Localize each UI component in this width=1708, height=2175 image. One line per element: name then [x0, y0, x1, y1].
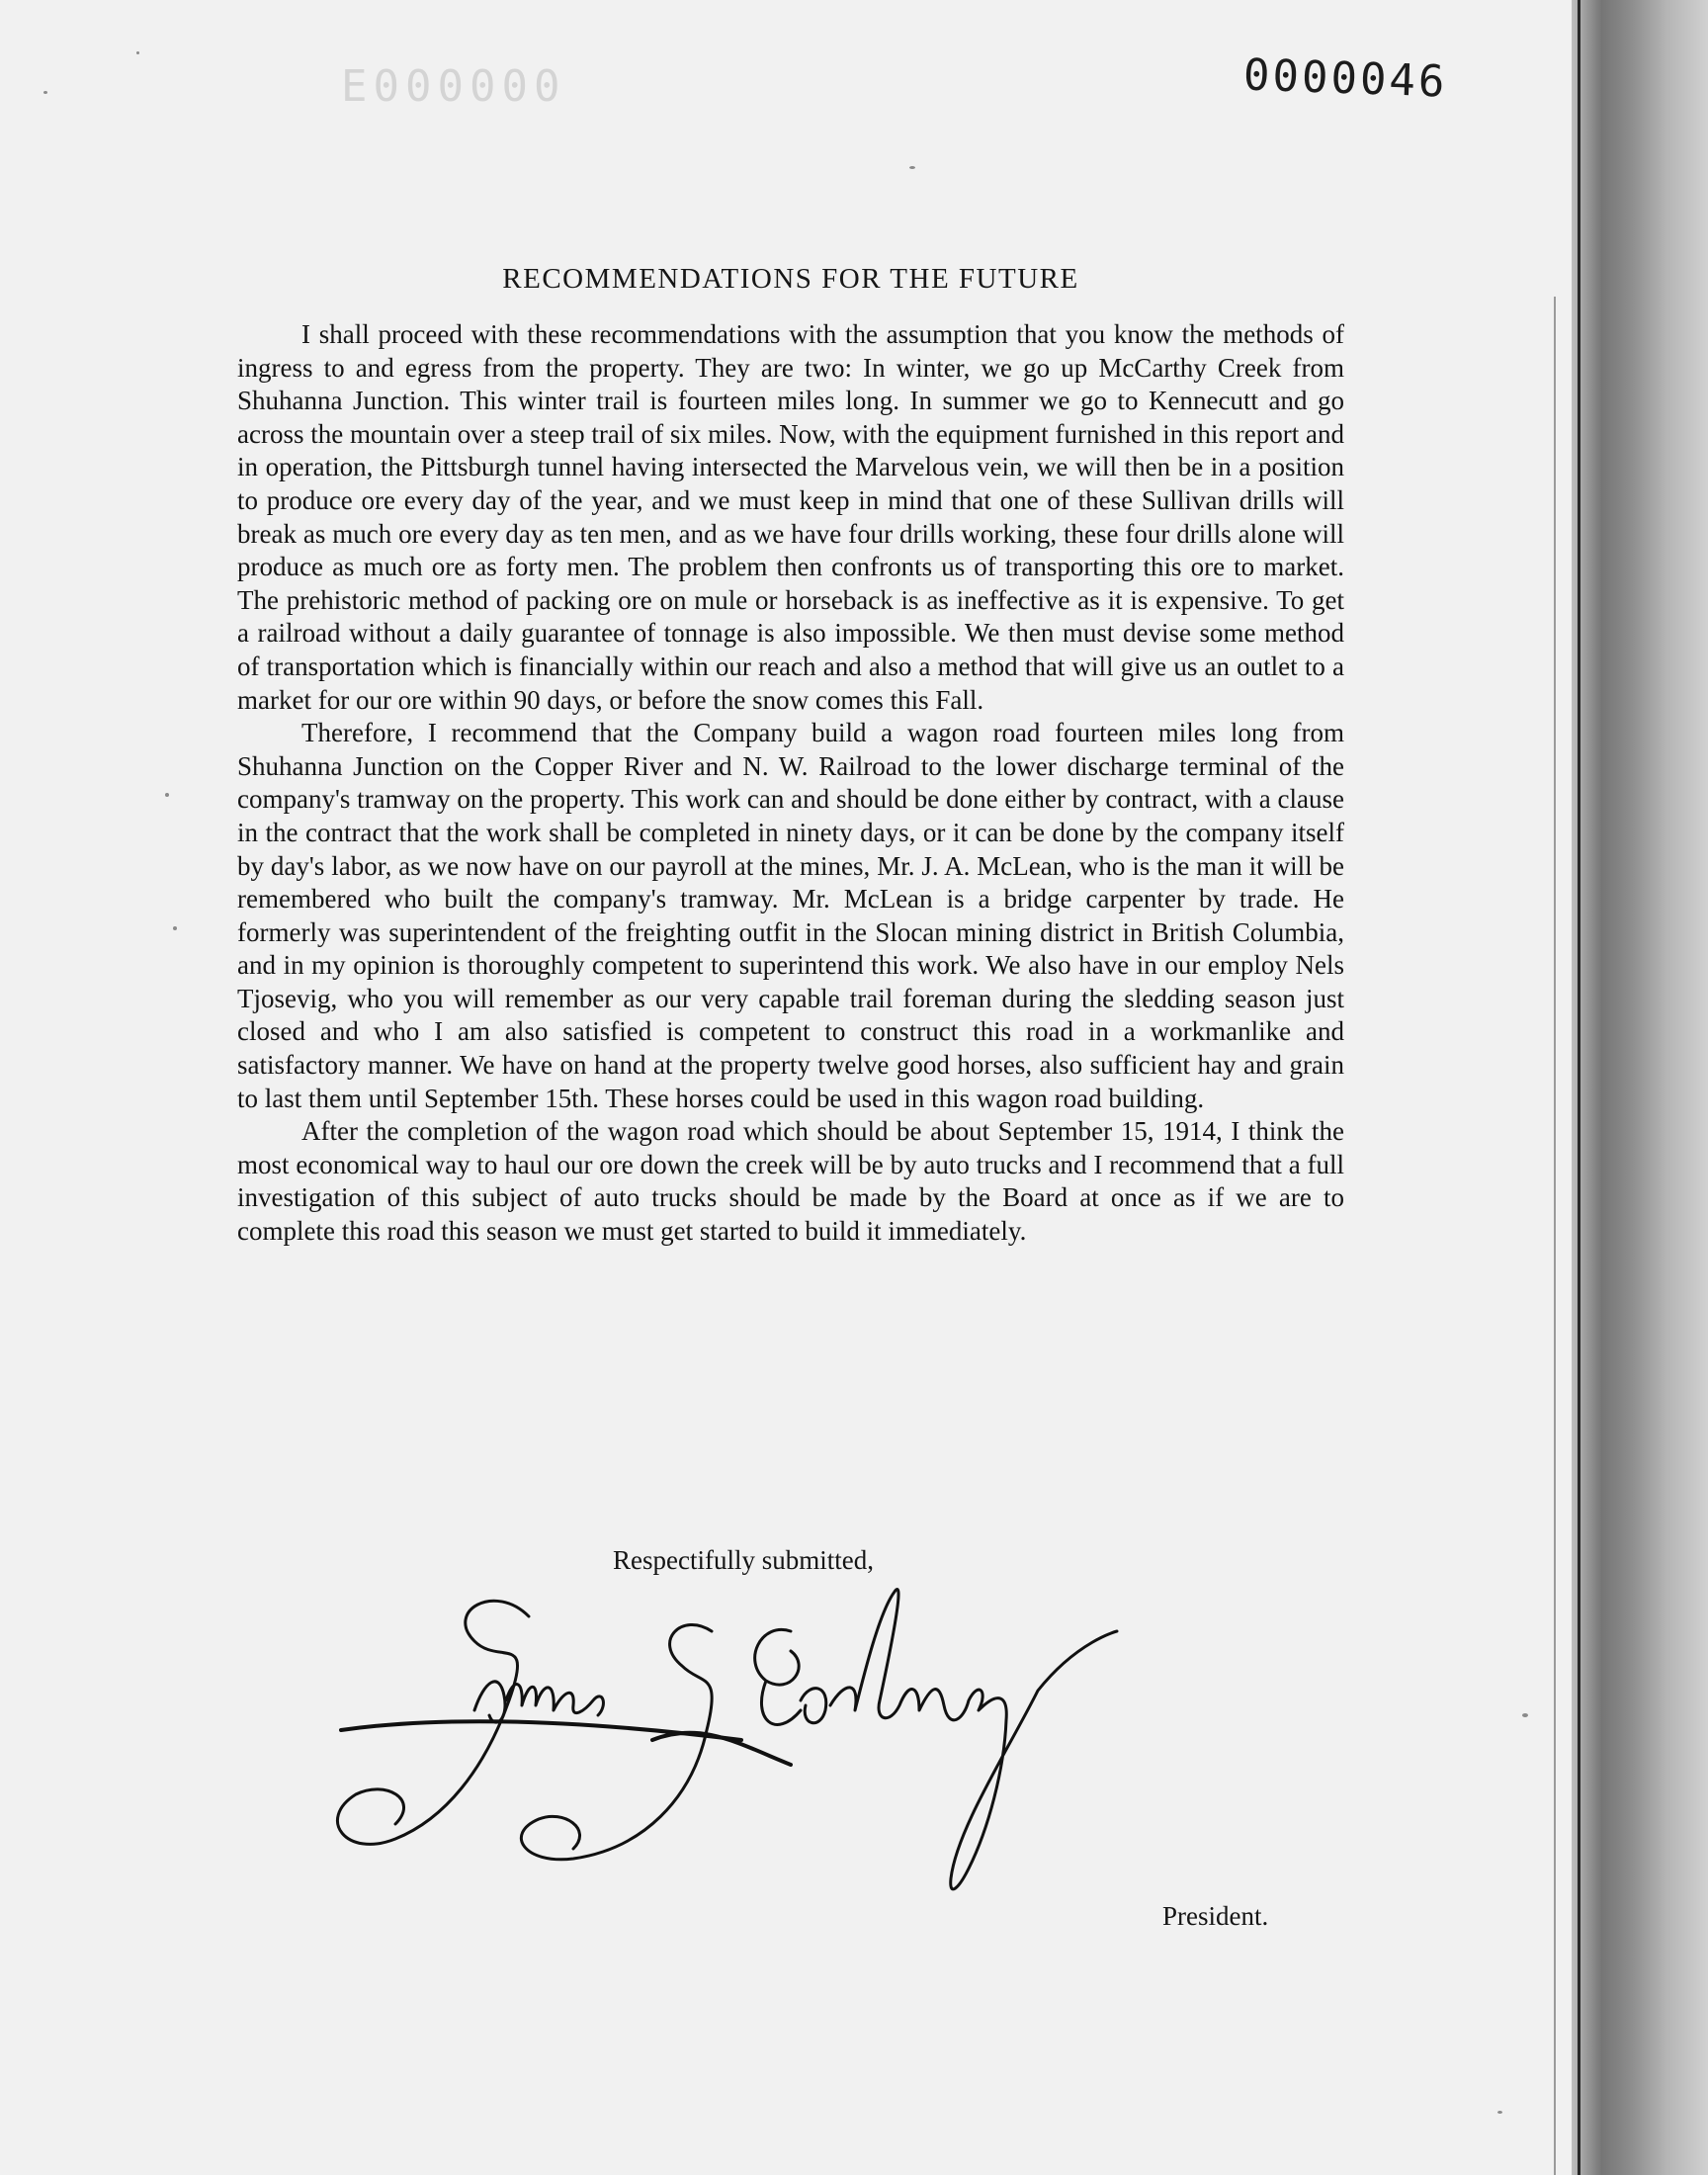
scan-speck: [173, 926, 177, 930]
scan-speck: [909, 166, 915, 169]
scan-edge-line: [1554, 297, 1556, 2175]
scan-speck: [136, 51, 139, 54]
scan-speck: [1522, 1713, 1528, 1717]
ghost-stamp-number: E000000: [341, 61, 566, 112]
closing-line: Respectifully submitted,: [613, 1545, 874, 1575]
paragraph-3: After the completion of the wagon road which should be about September 15, 1914, I think the most economical way to haul our ore down the creek will be by auto trucks and I recommend that a full investigation of this subject of auto trucks should be made by the Board at once as if we are to complete this road this season we must get started to build it immediately.: [237, 1116, 1344, 1247]
scan-edge-shadow: [1572, 0, 1708, 2175]
scan-speck: [43, 91, 47, 94]
document-number: 0000046: [1242, 49, 1449, 108]
paragraph-2: Therefore, I recommend that the Company build a wagon road fourteen miles long from Shuhanna Junction on the Copper River and N. W. Railroad to the lower discharge terminal of the company's tramway on the property. This work can and should be done either by contract, with a clause in the contract that the work shall be completed in ninety days, or it can be done by the company itself by day's labor, as we now have on our payroll at the mines, Mr. J. A. McLean, who is the man it will be remembered who built the company's tramway. Mr. McLean is a bridge carpenter by trade. He formerly was superintendent of the freighting outfit in the Slocan mining district in British Columbia, and in my opinion is thoroughly competent to superintend this work. We also have in our employ Nels Tjosevig, who you will remember as our very capable trail foreman during the sledding season just closed and who I am also satisfied is competent to construct this road in a workmanlike and satisfactory manner. We have on hand at the property twelve good horses, also sufficient hay and grain to last them until September 15th. These horses could be used in this wagon road building.: [237, 718, 1344, 1113]
scan-speck: [165, 793, 169, 797]
scan-speck: [1497, 2111, 1502, 2114]
document-body: [237, 318, 1344, 1249]
page-title: RECOMMENDATIONS FOR THE FUTURE: [502, 263, 1079, 295]
handwritten-signature: [326, 1572, 1344, 1908]
signatory-title: President.: [1162, 1901, 1269, 1931]
paragraph-1: I shall proceed with these recommendations with the assumption that you know the methods of ingress to and egress from the property. They are two: In winter, we go up McCarthy Creek from Shuhanna Junction. This winter trail is fourteen miles long. In summer we go to Kennecutt and go across the mountain over a steep trail of six miles. Now, with the equipment furnished in this report and in operation, the Pittsburgh tunnel having intersected the Marvelous vein, we will then be in a position to produce ore every day of the year, and we must keep in mind that one of these Sullivan drills will break as much ore every day as ten men, and as we have four drills working, these four drills alone will produce as much ore as forty men. The problem then confronts us of transporting this ore to market. The prehistoric method of packing ore on mule or horseback is as ineffective as it is expensive. To get a railroad without a daily guarantee of tonnage is also impossible. We then must devise some method of transportation which is financially within our reach and also a method that will give us an outlet to a market for our ore within 90 days, or before the snow comes this Fall.: [237, 319, 1344, 715]
